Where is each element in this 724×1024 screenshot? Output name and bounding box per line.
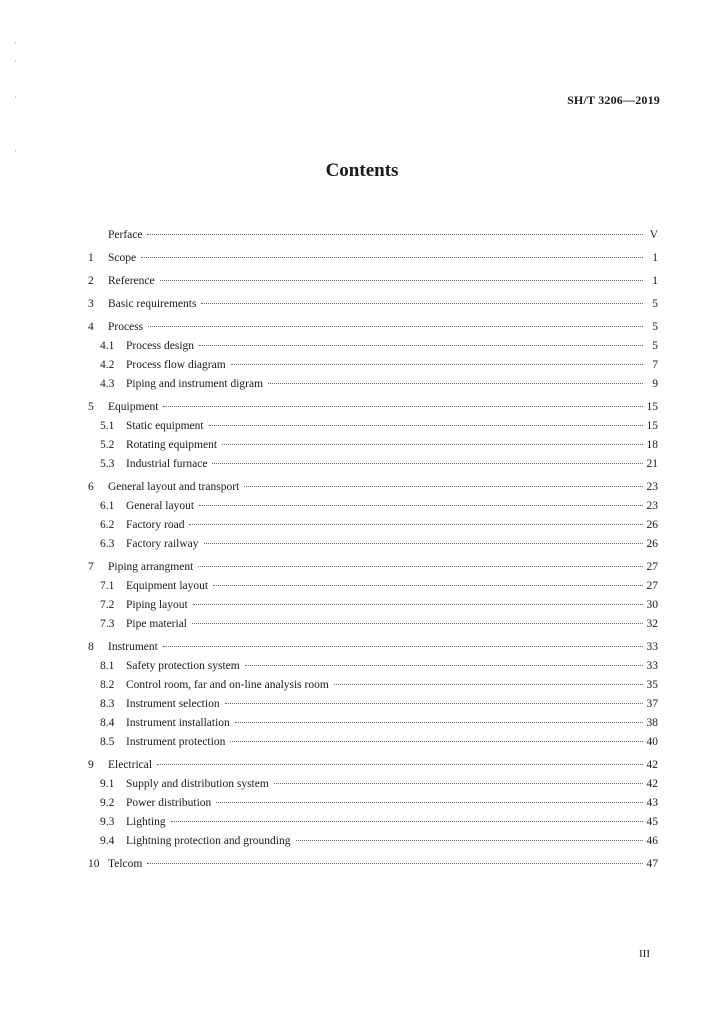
dot-leader [334, 683, 643, 685]
dot-leader [209, 424, 643, 426]
toc-entry-label: Equipment layout [126, 580, 209, 592]
toc-entry[interactable] [88, 596, 658, 615]
toc-entry-number: 5.1 [100, 420, 115, 432]
toc-entry-page: 5 [652, 298, 658, 310]
toc-entry[interactable] [88, 657, 658, 676]
toc-entry-number: 6.2 [100, 519, 115, 531]
toc-entry-page: 1 [652, 275, 658, 287]
toc-entry[interactable] [88, 676, 658, 695]
page-title: Contents [325, 160, 399, 181]
toc-entry-label: Control room, far and on-line analysis room [126, 679, 329, 691]
dot-leader [171, 820, 643, 822]
toc-entry-label: Industrial furnace [126, 458, 208, 470]
dot-leader [204, 542, 644, 544]
toc-entry-number: 6.3 [100, 538, 115, 550]
dot-leader [160, 279, 643, 281]
toc-entry[interactable] [88, 714, 658, 733]
toc-entry[interactable] [88, 272, 658, 291]
toc-entry[interactable] [88, 615, 658, 634]
toc-entry-page: 43 [646, 797, 658, 809]
toc-entry[interactable] [88, 417, 658, 436]
toc-entry-page: 35 [646, 679, 658, 691]
dot-leader [245, 664, 643, 666]
toc-entry-label: Lighting [126, 816, 166, 828]
toc-entry-number: 5.2 [100, 439, 115, 451]
dot-leader [199, 344, 643, 346]
toc-entry-page: 21 [646, 458, 658, 470]
toc-entry-label: Instrument installation [126, 717, 230, 729]
toc-entry-number: 4.3 [100, 378, 115, 390]
toc-entry-label: Pipe material [126, 618, 187, 630]
toc-entry-page: 27 [646, 580, 658, 592]
toc-entry-label: Instrument protection [126, 736, 226, 748]
toc-entry-number: 8.3 [100, 698, 115, 710]
dot-leader [147, 233, 643, 235]
dot-leader [199, 504, 643, 506]
toc-entry-number: 8.2 [100, 679, 115, 691]
toc-entry-label: Perface [108, 229, 143, 241]
toc-entry-label: Piping and instrument digram [126, 378, 264, 390]
document-code: SH/T 3206—2019 [567, 93, 660, 107]
toc-entry-number: 9 [88, 759, 94, 771]
toc-entry-page: 7 [652, 359, 658, 371]
dot-leader [198, 565, 643, 567]
toc-entry-number: 8.4 [100, 717, 115, 729]
toc-entry-page: V [649, 229, 658, 241]
toc-entry-number: 7.1 [100, 580, 115, 592]
toc-entry-page: 45 [646, 816, 658, 828]
toc-entry-label: Instrument [108, 641, 158, 653]
toc-entry-label: Scope [108, 252, 137, 264]
toc-entry-label: Equipment [108, 401, 159, 413]
toc-entry-page: 37 [646, 698, 658, 710]
toc-entry-number: 3 [88, 298, 94, 310]
toc-entry-number: 9.3 [100, 816, 115, 828]
toc-entry-label: Piping arrangment [108, 561, 194, 573]
toc-entry-page: 15 [646, 401, 658, 413]
toc-entry[interactable] [88, 695, 658, 714]
dot-leader [157, 763, 643, 765]
dot-leader [274, 782, 643, 784]
toc-entry-label: Telcom [108, 858, 143, 870]
dot-leader [212, 462, 643, 464]
toc-entry[interactable] [88, 478, 658, 497]
dot-leader [147, 862, 643, 864]
dot-leader [230, 740, 643, 742]
toc-entry-label: Process flow diagram [126, 359, 226, 371]
toc-entry-label: Instrument selection [126, 698, 220, 710]
toc-entry-page: 26 [646, 519, 658, 531]
toc-entry[interactable] [88, 375, 658, 394]
dot-leader [296, 839, 644, 841]
toc-entry[interactable] [88, 337, 658, 356]
toc-entry[interactable] [88, 794, 658, 813]
toc-entry[interactable] [88, 638, 658, 657]
toc-entry-page: 5 [652, 321, 658, 333]
toc-entry[interactable] [88, 535, 658, 554]
toc-entry-page: 33 [646, 660, 658, 672]
dot-leader [213, 584, 643, 586]
toc-entry-label: Static equipment [126, 420, 204, 432]
toc-entry-number: 7.3 [100, 618, 115, 630]
toc-entry-label: Factory road [126, 519, 185, 531]
toc-entry[interactable] [88, 226, 658, 245]
toc-entry[interactable] [88, 295, 658, 314]
toc-entry-number: 9.1 [100, 778, 115, 790]
toc-entry-page: 1 [652, 252, 658, 264]
toc-entry-number: 9.4 [100, 835, 115, 847]
toc-entry-page: 38 [646, 717, 658, 729]
toc-entry-page: 33 [646, 641, 658, 653]
toc-entry[interactable] [88, 436, 658, 455]
dot-leader [225, 702, 643, 704]
toc-entry-label: Supply and distribution system [126, 778, 269, 790]
dot-leader [148, 325, 643, 327]
toc-entry[interactable] [88, 733, 658, 752]
toc-entry-number: 5.3 [100, 458, 115, 470]
toc-entry-page: 23 [646, 481, 658, 493]
dot-leader [163, 405, 643, 407]
toc-entry[interactable] [88, 398, 658, 417]
dot-leader [201, 302, 643, 304]
toc-entry-label: Factory railway [126, 538, 199, 550]
dot-leader [216, 801, 643, 803]
toc-entry-page: 30 [646, 599, 658, 611]
table-of-contents [88, 226, 658, 874]
toc-entry-page: 40 [646, 736, 658, 748]
toc-entry[interactable] [88, 775, 658, 794]
toc-entry-label: General layout [126, 500, 195, 512]
toc-entry[interactable] [88, 356, 658, 375]
toc-entry-number: 1 [88, 252, 94, 264]
dot-leader [235, 721, 643, 723]
toc-entry[interactable] [88, 497, 658, 516]
dot-leader [192, 622, 643, 624]
toc-entry-label: Process design [126, 340, 195, 352]
toc-entry-number: 6 [88, 481, 94, 493]
page-folio: III [639, 948, 650, 960]
toc-entry-number: 4.1 [100, 340, 115, 352]
toc-entry-number: 7.2 [100, 599, 115, 611]
toc-entry-page: 42 [646, 759, 658, 771]
toc-entry-page: 47 [646, 858, 658, 870]
toc-entry-page: 18 [646, 439, 658, 451]
toc-entry-label: Process [108, 321, 144, 333]
toc-entry-number: 8.1 [100, 660, 115, 672]
toc-entry-number: 4 [88, 321, 94, 333]
toc-entry-page: 5 [652, 340, 658, 352]
toc-entry-label: General layout and transport [108, 481, 240, 493]
dot-leader [231, 363, 643, 365]
toc-entry[interactable] [88, 832, 658, 851]
toc-entry-number: 8.5 [100, 736, 115, 748]
toc-entry-page: 26 [646, 538, 658, 550]
toc-entry-number: 6.1 [100, 500, 115, 512]
toc-entry-number: 9.2 [100, 797, 115, 809]
dot-leader [163, 645, 643, 647]
dot-leader [141, 256, 643, 258]
dot-leader [193, 603, 643, 605]
toc-entry-page: 42 [646, 778, 658, 790]
toc-entry-number: 4.2 [100, 359, 115, 371]
dot-leader [244, 485, 643, 487]
toc-entry-number: 8 [88, 641, 94, 653]
toc-entry-label: Lightning protection and grounding [126, 835, 291, 847]
toc-entry[interactable] [88, 558, 658, 577]
toc-entry-label: Rotating equipment [126, 439, 218, 451]
toc-entry[interactable] [88, 455, 658, 474]
toc-entry-label: Electrical [108, 759, 153, 771]
dot-leader [189, 523, 643, 525]
toc-entry-page: 9 [652, 378, 658, 390]
toc-entry[interactable] [88, 855, 658, 874]
scan-specks: · · · · [14, 38, 17, 156]
toc-entry-label: Basic requirements [108, 298, 197, 310]
toc-entry-label: Reference [108, 275, 155, 287]
dot-leader [222, 443, 643, 445]
toc-entry-number: 2 [88, 275, 94, 287]
toc-entry-page: 23 [646, 500, 658, 512]
toc-entry-number: 10 [88, 858, 100, 870]
toc-entry-page: 27 [646, 561, 658, 573]
toc-entry-label: Safety protection system [126, 660, 240, 672]
dot-leader [268, 382, 643, 384]
toc-entry[interactable] [88, 577, 658, 596]
toc-entry-label: Piping layout [126, 599, 188, 611]
toc-entry-number: 5 [88, 401, 94, 413]
toc-entry-page: 32 [646, 618, 658, 630]
toc-entry[interactable] [88, 249, 658, 268]
toc-entry[interactable] [88, 516, 658, 535]
toc-entry-number: 7 [88, 561, 94, 573]
toc-entry-page: 46 [646, 835, 658, 847]
toc-entry[interactable] [88, 813, 658, 832]
toc-entry-label: Power distribution [126, 797, 212, 809]
toc-entry[interactable] [88, 756, 658, 775]
toc-entry-page: 15 [646, 420, 658, 432]
toc-entry[interactable] [88, 318, 658, 337]
